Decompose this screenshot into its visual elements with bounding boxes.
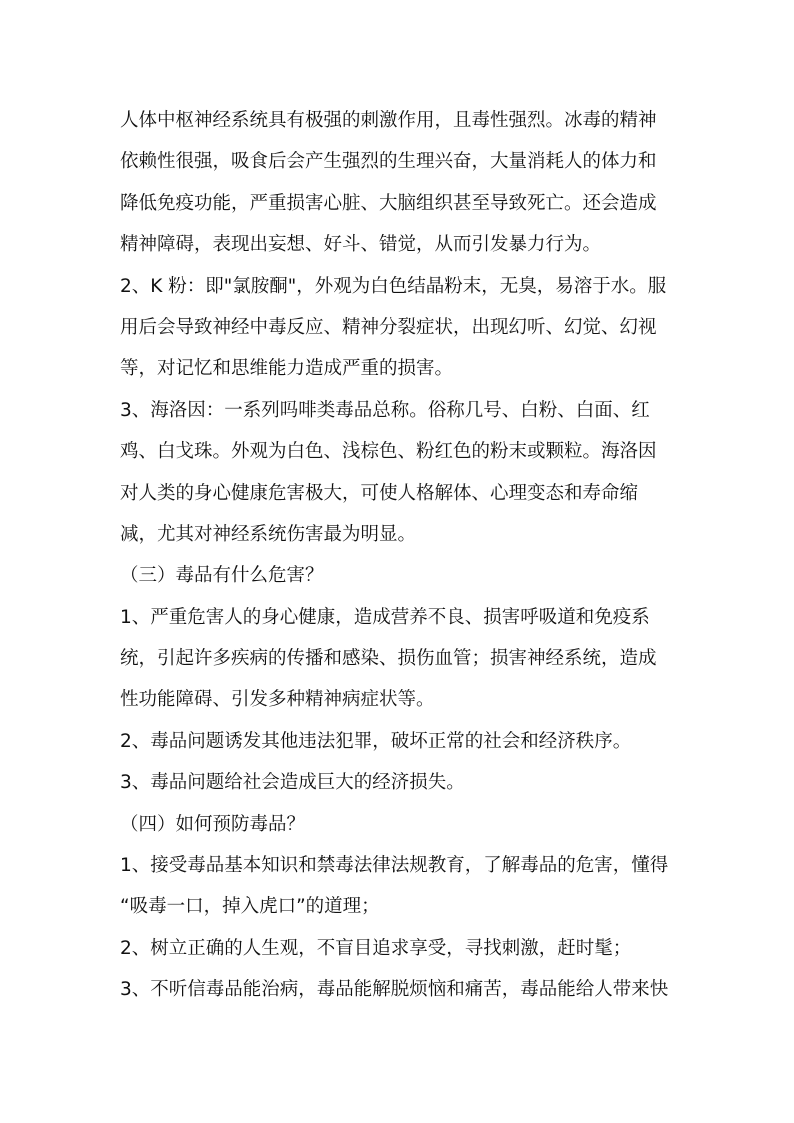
text-line-22: 3、不听信毒品能治病，毒品能解脱烦恼和痛苦，毒品能给人带来快 [120, 979, 669, 1001]
text-line-5: 2、K 粉：即"氯胺酮"，外观为白色结晶粉末，无臭，易溶于水。服 [120, 275, 667, 297]
text-line-13: 1、严重危害人的身心健康，造成营养不良、损害呼吸道和免疫系 [120, 606, 650, 628]
text-line-3: 降低免疫功能，严重损害心脏、大脑组织甚至导致死亡。还会造成 [120, 192, 657, 214]
text-line-7: 等，对记忆和思维能力造成严重的损害。 [120, 358, 454, 380]
text-line-1: 人体中枢神经系统具有极强的刺激作用，且毒性强烈。冰毒的精神 [120, 110, 657, 131]
text-line-19: 1、接受毒品基本知识和禁毒法律法规教育，了解毒品的危害，懂得 [120, 855, 669, 877]
text-line-16: 2、毒品问题诱发其他违法犯罪，破坏正常的社会和经济秩序。 [120, 730, 632, 752]
text-line-8: 3、海洛因：一系列吗啡类毒品总称。俗称几号、白粉、白面、红 [120, 399, 650, 421]
text-line-6: 用后会导致神经中毒反应、精神分裂症状，出现幻听、幻觉、幻视 [120, 316, 657, 338]
text-line-21: 2、树立正确的人生观，不盲目追求享受，寻找刺激，赶时髦； [120, 937, 632, 959]
text-line-9: 鸡、白戈珠。外观为白色、浅棕色、粉红色的粉末或颗粒。海洛因 [120, 441, 657, 463]
text-line-10: 对人类的身心健康危害极大，可使人格解体、心理变态和寿命缩 [120, 482, 639, 504]
text-line-17: 3、毒品问题给社会造成巨大的经济损失。 [120, 772, 465, 794]
text-line-15: 性功能障碍、引发多种精神病症状等。 [120, 689, 435, 711]
document-body [120, 100, 680, 1011]
text-line-14: 统，引起许多疾病的传播和感染、损伤血管；损害神经系统，造成 [120, 648, 657, 670]
section-heading-4: （四）如何预防毒品？ [120, 813, 306, 835]
text-line-20: “吸毒一口，掉入虎口”的道理； [120, 896, 380, 918]
text-line-2: 依赖性很强，吸食后会产生强烈的生理兴奋，大量消耗人的体力和 [120, 151, 657, 173]
text-line-11: 减，尤其对神经系统伤害最为明显。 [120, 523, 417, 545]
text-line-4: 精神障碍，表现出妄想、好斗、错觉，从而引发暴力行为。 [120, 234, 602, 256]
section-heading-3: （三）毒品有什么危害？ [120, 565, 324, 587]
